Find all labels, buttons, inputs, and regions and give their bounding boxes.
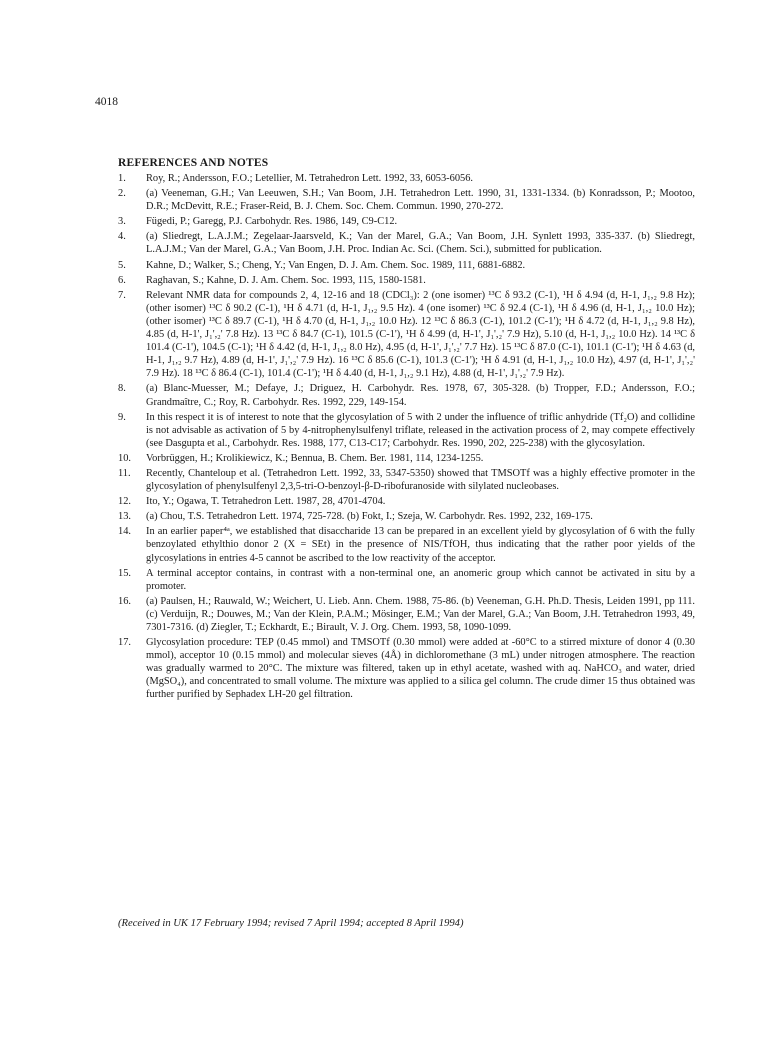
reference-paragraph: Kahne, D.; Walker, S.; Cheng, Y.; Van Engen, D. J. Am. Chem. Soc. 1989, 111, 6881-6882. bbox=[146, 259, 526, 271]
reference-item bbox=[118, 172, 695, 185]
page-number: 4018 bbox=[95, 96, 118, 108]
reference-text bbox=[146, 187, 695, 213]
reference-number: 13. bbox=[118, 511, 131, 523]
reference-number: 2. bbox=[118, 188, 126, 200]
reference-text bbox=[146, 567, 695, 593]
reference-item bbox=[118, 230, 695, 256]
reference-paragraph: A terminal acceptor contains, in contrast with a non-terminal one, an anomeric group which cannot be activated in situ by a promoter. bbox=[146, 567, 695, 592]
reference-text bbox=[146, 230, 695, 256]
reference-number: 16. bbox=[118, 595, 131, 607]
reference-text bbox=[146, 525, 695, 564]
reference-number: 11. bbox=[118, 467, 131, 479]
reference-text bbox=[146, 411, 695, 450]
reference-number: 3. bbox=[118, 216, 126, 228]
reference-number: 8. bbox=[118, 383, 126, 395]
reference-number: 17. bbox=[118, 637, 131, 649]
reference-number: 1. bbox=[118, 173, 126, 184]
reference-paragraph: Glycosylation procedure: TEP (0.45 mmol) and TMSOTf (0.30 mmol) were added at -60°C to a stirred mixture of donor 4 (0.30 mmol), acceptor 10 (0.15 mmol) and molecular sieves (4Å) in dichloromethane (3 mL) under nitrogen atmosphere. The reaction was gradually warmed to 20°C. The mixture was filtered, taken up in ethyl acetate, washed with aq. NaHCO₃ and water, dried (MgSO₄), and concentrated to small volume. The mixture was applied to a silica gel column. The crude dimer 15 thus obtained was further purified by Sephadex LH-20 gel filtration. bbox=[146, 637, 695, 701]
reference-text bbox=[146, 452, 695, 465]
reference-text bbox=[146, 259, 695, 272]
reference-text bbox=[146, 382, 695, 408]
reference-item bbox=[118, 636, 695, 701]
reference-number: 14. bbox=[118, 526, 131, 538]
reference-paragraph: In this respect it is of interest to note that the glycosylation of 5 with 2 under the influence of triflic anhydride (Tf₂O) and collidine is not advisable as activation of 5 by 4-nitrophenylsulfenyl triflate, released in the activation process of 2, may compete effectively (see Dasgupta et al., Carbohydr. Res. 1988, 177, C13-C17; Carbohydr. Res. 1990, 202, 225-238) with the glycosylation. bbox=[146, 411, 695, 449]
reference-item bbox=[118, 525, 695, 564]
reference-item bbox=[118, 274, 695, 287]
reference-paragraph: (a) Blanc-Muesser, M.; Defaye, J.; Driguez, H. Carbohydr. Res. 1978, 67, 305-328. (b) Tropper, F.D.; Andersson, F.O.; Grandmaître, C.; Roy, R. Carbohydr. Res. 1992, 229, 149-154. bbox=[146, 383, 695, 408]
reference-number: 9. bbox=[118, 411, 126, 423]
reference-paragraph: (a) Paulsen, H.; Rauwald, W.; Weichert, U. Lieb. Ann. Chem. 1988, 75-86. (b) Veeneman, G.H. Ph.D. Thesis, Leiden 1991, pp 111. (c) Verduijn, R.; Douwes, M.; Van der Klein, P.A.M.; Mösinger, E.M.; Van der Marel, G.A.; Van Boom, J.H. Tetrahedron 1993, 49, 7301-7316. (d) Ziegler, T.; Eckhardt, E.; Birault, V. J. Org. Chem. 1993, 58, 1090-1099. bbox=[146, 595, 695, 633]
reference-item bbox=[118, 411, 695, 450]
reference-item bbox=[118, 289, 695, 381]
reference-number: 12. bbox=[118, 496, 131, 508]
reference-paragraph: (a) Veeneman, G.H.; Van Leeuwen, S.H.; Van Boom, J.H. Tetrahedron Lett. 1990, 31, 1331-1334. (b) Konradsson, P.; Mootoo, D.R.; McDevitt, R.E.; Fraser-Reid, B. J. Chem. Soc. Chem. Commun. 1990, 270-272. bbox=[146, 188, 695, 213]
reference-text bbox=[146, 172, 695, 185]
reference-item bbox=[118, 595, 695, 634]
reference-paragraph: (a) Chou, T.S. Tetrahedron Lett. 1974, 725-728. (b) Fokt, I.; Szeja, W. Carbohydr. Res. 1992, 232, 169-175. bbox=[146, 511, 593, 523]
reference-text bbox=[146, 510, 695, 523]
reference-number: 4. bbox=[118, 231, 126, 243]
reference-number: 7. bbox=[118, 289, 126, 301]
references-section bbox=[118, 157, 695, 704]
references-list bbox=[118, 172, 695, 702]
reference-paragraph: In an earlier paper⁴ᵃ, we established that disaccharide 13 can be prepared in an excellent yield by glycosylation of 6 with the fully benzoylated ethylthio donor 2 (X = SEt) in the presence of NIS/TfOH, thus indicating that the rather poor yields of the glycosylations in entries 4-5 cannot be ascribed to the low reactivity of the acceptor. bbox=[146, 526, 695, 564]
reference-paragraph: Relevant NMR data for compounds 2, 4, 12-16 and 18 (CDCl₃): 2 (one isomer) ¹³C δ 93.2 (C-1), ¹H δ 4.94 (d, H-1, J₁,₂ 9.8 Hz); (other isomer) ¹³C δ 90.2 (C-1), ¹H δ 4.71 (d, H-1, J₁,₂ 9.5 Hz). 4 (one isomer) ¹³C δ 92.4 (C-1), ¹H δ 4.96 (d, H-1, J₁,₂ 10.0 Hz); (other isomer) ¹³C δ 89.7 (C-1), ¹H δ 4.70 (d, H-1, J₁,₂ 10.0 Hz). 12 ¹³C δ 86.3 (C-1), 101.2 (C-1'); ¹H δ 4.72 (d, H-1, J₁,₂ 9.8 Hz), 4.85 (d, H-1', J₁',₂' 7.8 Hz). 13 ¹³C δ 84.7 (C-1), 101.5 (C-1'), ¹H δ 4.99 (d, H-1', J₁',₂' 7.9 Hz), 5.10 (d, H-1, J₁,₂ 10.0 Hz). 14 ¹³C δ 101.4 (C-1'), 104.5 (C-1); ¹H δ 4.42 (d, H-1, J₁,₂ 8.0 Hz), 4.95 (d, H-1', J₁',₂' 7.7 Hz). 15 ¹³C δ 87.0 (C-1), 101.1 (C-1'); ¹H δ 4.63 (d, H-1, J₁,₂ 9.7 Hz), 4.89 (d, H-1', J₁',₂' 7.9 Hz). 16 ¹³C δ 85.6 (C-1), 101.3 (C-1'); ¹H δ 4.91 (d, H-1, J₁,₂ 10.0 Hz), 4.97 (d, H-1', J₁',₂' 7.9 Hz). 18 ¹³C δ 86.4 (C-1), 101.4 (C-1'); ¹H δ 4.40 (d, H-1, J₁,₂ 9.1 Hz), 4.88 (d, H-1', J₁',₂' 7.9 Hz). bbox=[146, 289, 695, 380]
references-heading: REFERENCES AND NOTES bbox=[118, 157, 269, 169]
reference-text bbox=[146, 467, 695, 493]
reference-item bbox=[118, 382, 695, 408]
reference-item bbox=[118, 495, 695, 508]
reference-item bbox=[118, 510, 695, 523]
reference-paragraph: (a) Sliedregt, L.A.J.M.; Zegelaar-Jaarsveld, K.; Van der Marel, G.A.; Van Boom, J.H. Synlett 1993, 335-337. (b) Sliedregt, L.A.J.M.; Van der Marel, G.A.; Van Boom, J.H. Proc. Indian Ac. Sci. (Chem. Sci.), submitted for publication. bbox=[146, 231, 695, 256]
reference-text bbox=[146, 495, 695, 508]
reference-text bbox=[146, 215, 695, 228]
reference-number: 15. bbox=[118, 567, 131, 579]
received-note: (Received in UK 17 February 1994; revised 7 April 1994; accepted 8 April 1994) bbox=[118, 918, 464, 929]
reference-paragraph: Roy, R.; Andersson, F.O.; Letellier, M. Tetrahedron Lett. 1992, 33, 6053-6056. bbox=[146, 173, 474, 184]
reference-number: 5. bbox=[118, 259, 126, 271]
reference-paragraph: Fügedi, P.; Garegg, P.J. Carbohydr. Res. 1986, 149, C9-C12. bbox=[146, 216, 398, 228]
reference-paragraph: Recently, Chanteloup et al. (Tetrahedron Lett. 1992, 33, 5347-5350) showed that TMSOTf was a highly effective promoter in the glycosylation of phenylsulfenyl 2,3,5-tri-O-benzoyl-β-D-ribofuranoside with silylated nucleobases. bbox=[146, 467, 695, 493]
reference-item bbox=[118, 187, 695, 213]
reference-paragraph: Ito, Y.; Ogawa, T. Tetrahedron Lett. 1987, 28, 4701-4704. bbox=[146, 496, 386, 508]
reference-number: 10. bbox=[118, 452, 131, 464]
reference-text bbox=[146, 595, 695, 634]
reference-item bbox=[118, 452, 695, 465]
reference-item bbox=[118, 567, 695, 593]
reference-number: 6. bbox=[118, 274, 126, 286]
reference-item bbox=[118, 215, 695, 228]
reference-text bbox=[146, 636, 695, 701]
reference-paragraph: Raghavan, S.; Kahne, D. J. Am. Chem. Soc. 1993, 115, 1580-1581. bbox=[146, 274, 426, 286]
reference-text bbox=[146, 289, 695, 381]
reference-paragraph: Vorbrüggen, H.; Krolikiewicz, K.; Bennua, B. Chem. Ber. 1981, 114, 1234-1255. bbox=[146, 452, 484, 464]
reference-item bbox=[118, 259, 695, 272]
reference-item bbox=[118, 467, 695, 493]
reference-text bbox=[146, 274, 695, 287]
